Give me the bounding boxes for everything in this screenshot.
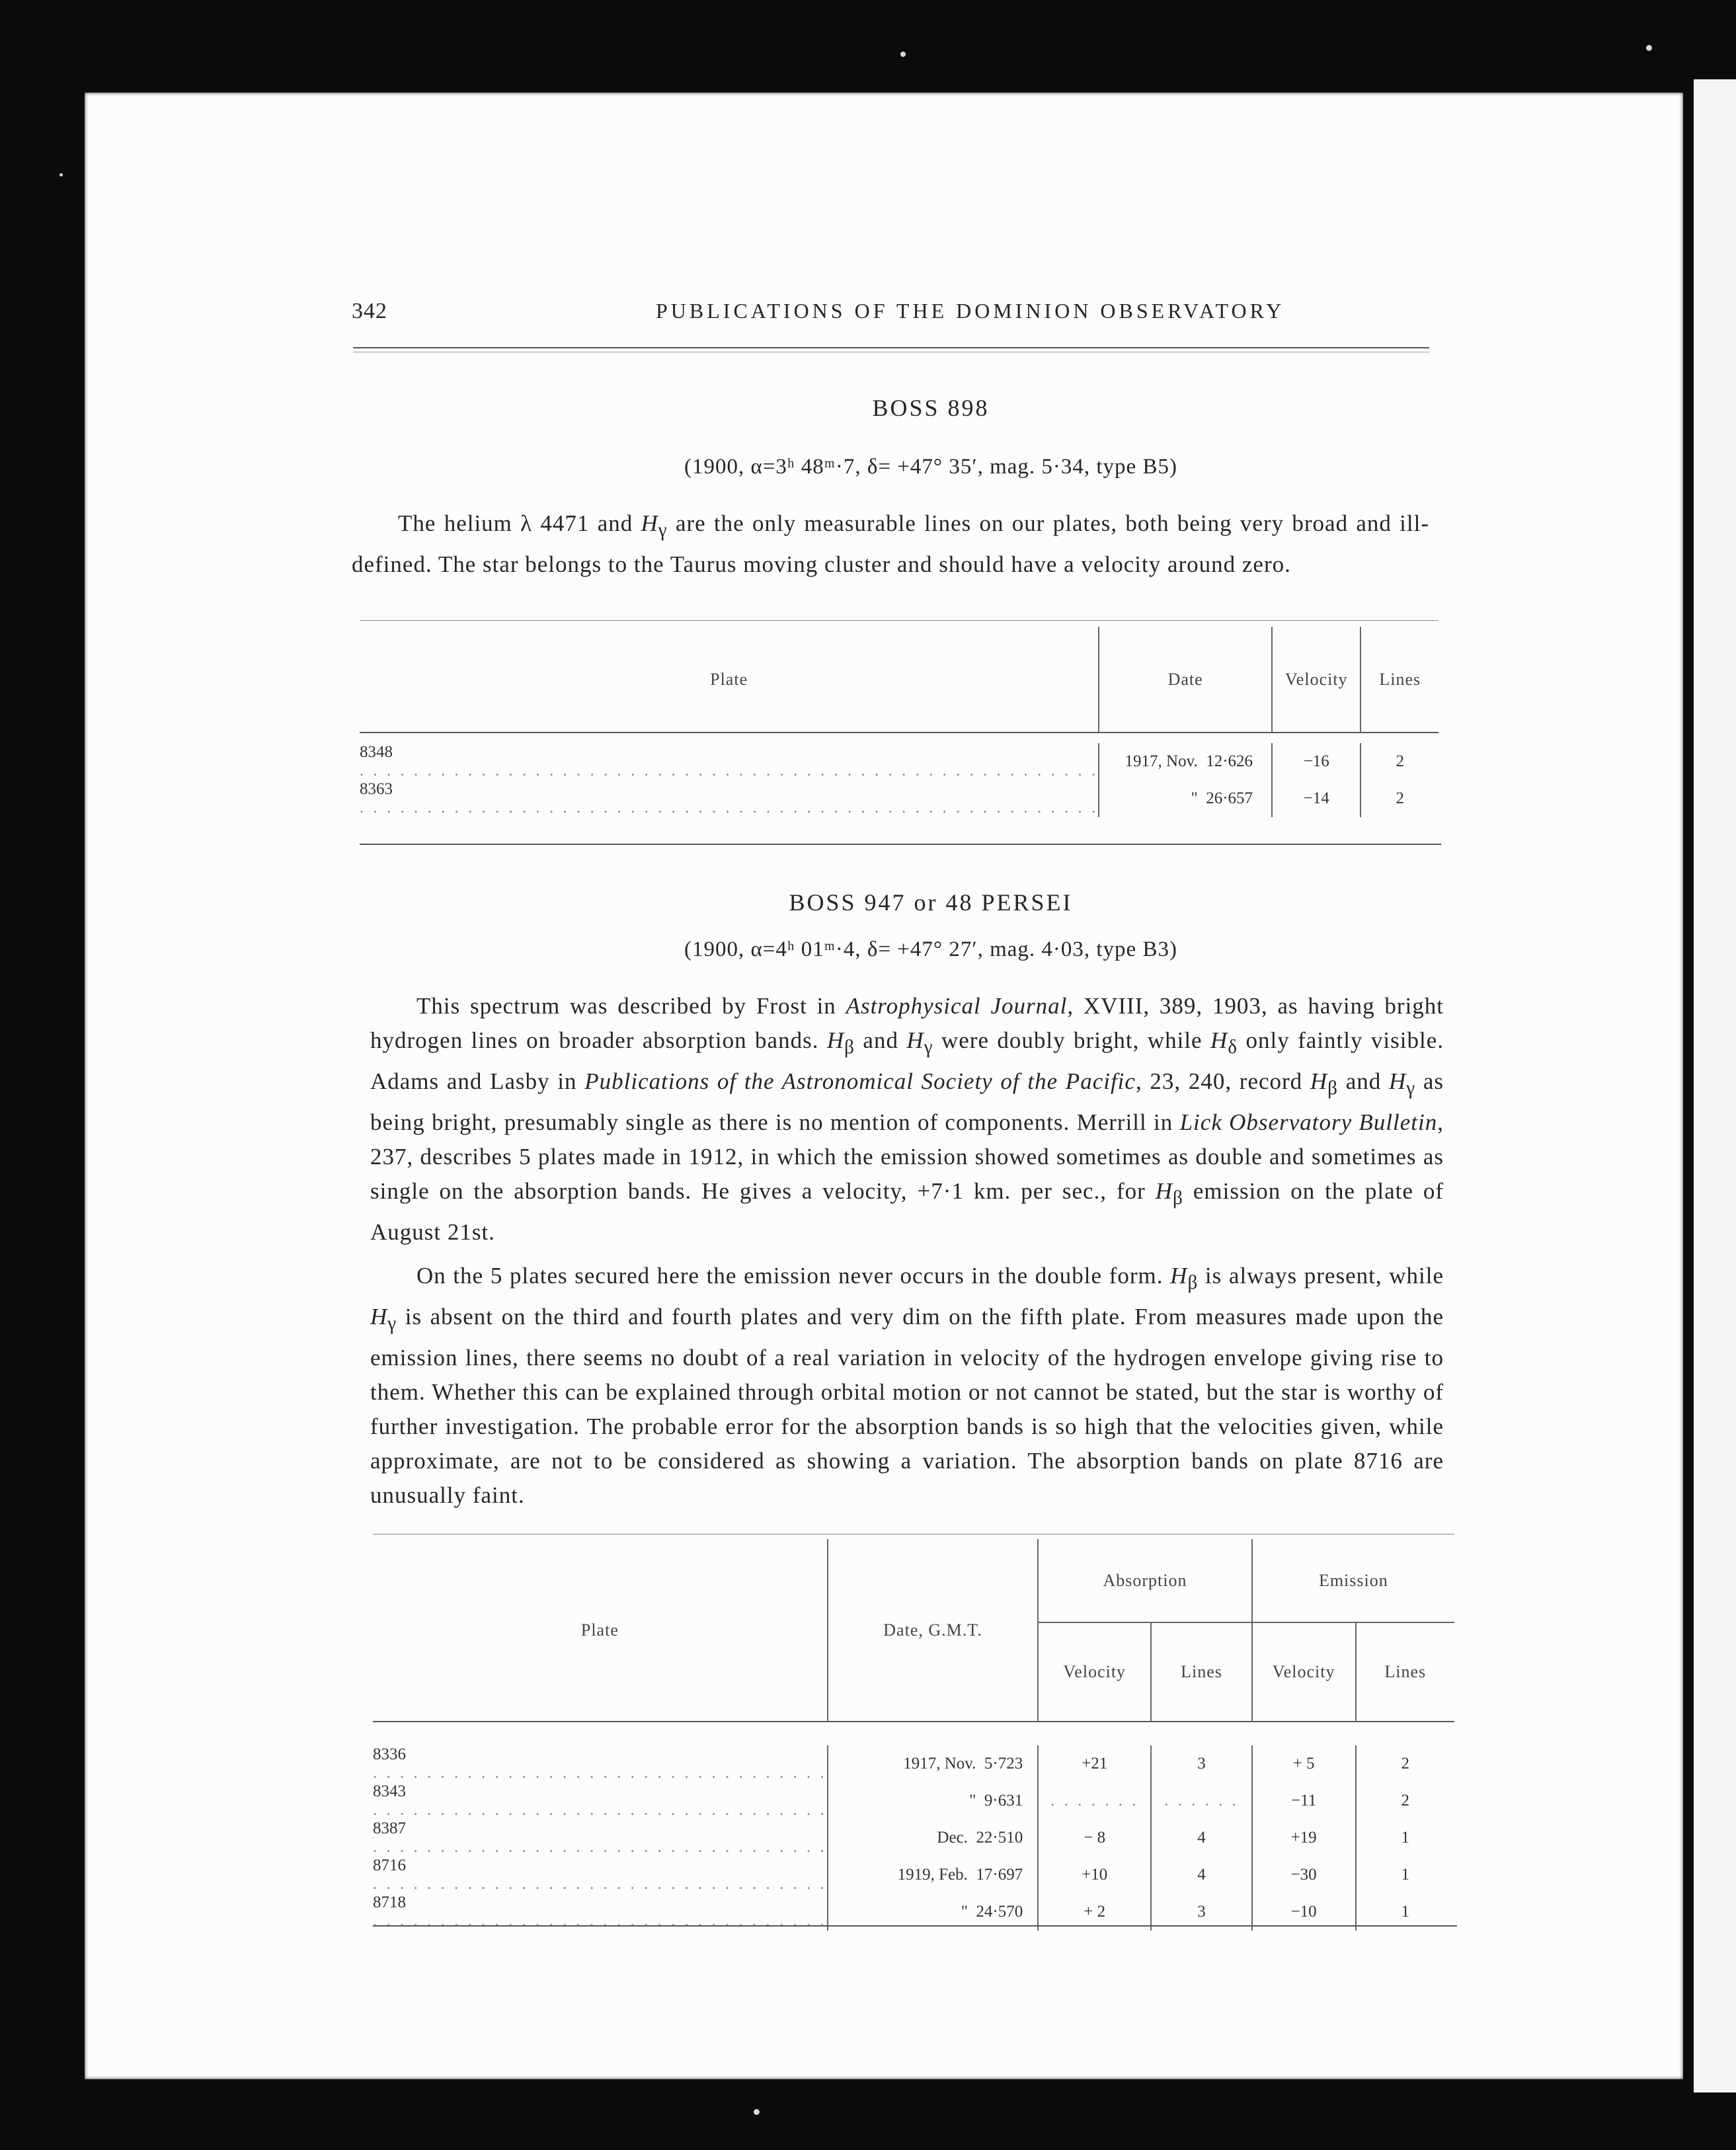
table-row-plate: 8718 . . . . . . . . . . . . . . . . . . . . . . . . . . . . . . . . . .: [373, 1893, 827, 1930]
table-row-abs-lines: 4: [1151, 1819, 1251, 1856]
paragraph-boss-898: The helium λ 4471 and $H_\gamma$ are the only measurable lines on our plates, both being very broad and ill-defined. The star belongs to the Taurus moving cluster and should have a velocity around zero.: [352, 510, 1429, 577]
table-row-em-velocity: −11: [1252, 1782, 1356, 1819]
section-title-boss-898: BOSS 898: [872, 395, 990, 421]
section-coords-boss-947: (1900, α=4ʰ 01ᵐ·4, δ= +47° 27′, mag. 4·03, type B3): [684, 937, 1177, 961]
col-header-plate: Plate: [710, 669, 748, 689]
table-bottom-rule: [373, 1925, 1457, 1927]
table-row-plate: 8363 . . . . . . . . . . . . . . . . . . . . . . . . . . . . . . . . . . . . . . . . . . . . . . . . . . . . . . .: [360, 780, 1099, 816]
col-header-velocity: Velocity: [1272, 627, 1361, 733]
table-row-date: " 24·570: [828, 1893, 1039, 1931]
table-row-date: 1917, Nov. 5·723: [828, 1745, 1039, 1782]
col-header-date: Date, G.M.T.: [828, 1539, 1039, 1722]
col-header-abs-velocity: Velocity: [1038, 1622, 1151, 1722]
col-header-lines: Lines: [1361, 627, 1439, 733]
col-header-em-velocity: Velocity: [1252, 1622, 1356, 1722]
header-rule: [353, 347, 1429, 348]
table-row-abs-lines: 3: [1151, 1745, 1251, 1782]
table-row-abs-lines: . . . . . .: [1151, 1782, 1251, 1819]
table-row-velocity: −16: [1272, 743, 1361, 780]
table-row-date: " 9·631: [828, 1782, 1039, 1819]
section-coords-boss-898: (1900, α=3ʰ 48ᵐ·7, δ= +47° 35′, mag. 5·34, type B5): [684, 455, 1177, 479]
table-row-plate: 8336 . . . . . . . . . . . . . . . . . . . . . . . . . . . . . . . . . .: [373, 1745, 827, 1782]
table-row-em-lines: 2: [1356, 1782, 1454, 1819]
scan-speck: [900, 52, 906, 57]
scan-speck: [754, 2109, 760, 2115]
table-row-em-lines: 1: [1356, 1893, 1454, 1931]
document-page: [85, 93, 1683, 2079]
table-row-velocity: −14: [1272, 780, 1361, 817]
table-boss-898: [360, 627, 1439, 817]
table-row-plate: 8387 . . . . . . . . . . . . . . . . . . . . . . . . . . . . . . . . . .: [373, 1819, 827, 1856]
table-row-lines: 2: [1361, 780, 1439, 817]
table-row-date: 1917, Nov. 12·626: [1099, 743, 1272, 780]
table-boss-947: [373, 1539, 1454, 1931]
table-row-date: 1919, Feb. 17·697: [828, 1856, 1039, 1893]
running-head-title: PUBLICATIONS OF THE DOMINION OBSERVATORY: [656, 299, 1285, 323]
table-top-rule: [360, 620, 1439, 621]
table-row-abs-velocity: + 2: [1038, 1893, 1151, 1931]
col-header-abs-lines: Lines: [1151, 1622, 1251, 1722]
table-row-em-velocity: −30: [1252, 1856, 1356, 1893]
col-header-plate: Plate: [580, 1620, 619, 1640]
page-number: 342: [352, 299, 387, 323]
scan-speck: [59, 173, 63, 177]
table-row-abs-velocity: . . . . . . .: [1038, 1782, 1151, 1819]
table-row-plate: 8343 . . . . . . . . . . . . . . . . . . . . . . . . . . . . . . . . . .: [373, 1782, 827, 1819]
table-row-lines: 2: [1361, 743, 1439, 780]
table-row-em-velocity: + 5: [1252, 1745, 1356, 1782]
table-row-em-velocity: −10: [1252, 1893, 1356, 1931]
scan-speck: [1646, 45, 1652, 51]
col-header-absorption: Absorption: [1038, 1539, 1251, 1622]
col-header-date: Date: [1099, 627, 1272, 733]
table-row-abs-lines: 3: [1151, 1893, 1251, 1931]
table-row-abs-velocity: +10: [1038, 1856, 1151, 1893]
col-header-em-lines: Lines: [1356, 1622, 1454, 1722]
table-row-abs-velocity: +21: [1038, 1745, 1151, 1782]
table-row-plate: 8716 . . . . . . . . . . . . . . . . . . . . . . . . . . . . . . . . . .: [373, 1856, 827, 1893]
table-row-abs-velocity: − 8: [1038, 1819, 1151, 1856]
table-row-plate: 8348 . . . . . . . . . . . . . . . . . . . . . . . . . . . . . . . . . . . . . . . . . . . . . . . . . . . . . . .: [360, 743, 1099, 779]
table-row-em-lines: 1: [1356, 1819, 1454, 1856]
table-row-em-lines: 2: [1356, 1745, 1454, 1782]
col-header-emission: Emission: [1252, 1539, 1454, 1622]
table-row-em-lines: 1: [1356, 1856, 1454, 1893]
table-row-em-velocity: +19: [1252, 1819, 1356, 1856]
table-row-abs-lines: 4: [1151, 1856, 1251, 1893]
adjacent-page-edge: [1694, 79, 1736, 2092]
paragraph-boss-947-2: On the 5 plates secured here the emission never occurs in the double form. $H_\beta$ is always present, while $H_\gamma$ is absent on the third and fourth plates and very dim on the fifth plate. From measures made upon the emission lines, there seems no doubt of a real variation in velocity of the hydrogen envelope giving rise to them. Whether this can be explained through orbital motion or not cannot be stated, but the star is worthy of further investigation. The probable error for the absorption bands is so high that the velocities given, while approximate, are not to be considered as showing a variation. The absorption bands on plate 8716 are unusually faint.: [370, 1263, 1444, 1508]
table-row-date: Dec. 22·510: [828, 1819, 1039, 1856]
table-row-date: " 26·657: [1099, 780, 1272, 817]
paragraph-boss-947-1: This spectrum was described by Frost in Astrophysical Journal, XVIII, 389, 1903, as having bright hydrogen lines on broader absorption bands. $H_\beta$ and $H_\gamma$ were doubly bright, while $H_\delta$ only faintly visible. Adams and Lasby in Publications of the Astronomical Society of the Pacific, 23, 240, record $H_\beta$ and $H_\gamma$ as being bright, presumably single as there is no mention of components. Merrill in Lick Observatory Bulletin, 237, describes 5 plates made in 1912, in which the emission showed sometimes as double and sometimes as single on the absorption bands. He gives a velocity, +7·1 km. per sec., for $H_\beta$ emission on the plate of August 21st.: [370, 993, 1444, 1245]
section-title-boss-947: BOSS 947 or 48 PERSEI: [789, 889, 1073, 916]
table-bottom-rule: [360, 844, 1441, 845]
